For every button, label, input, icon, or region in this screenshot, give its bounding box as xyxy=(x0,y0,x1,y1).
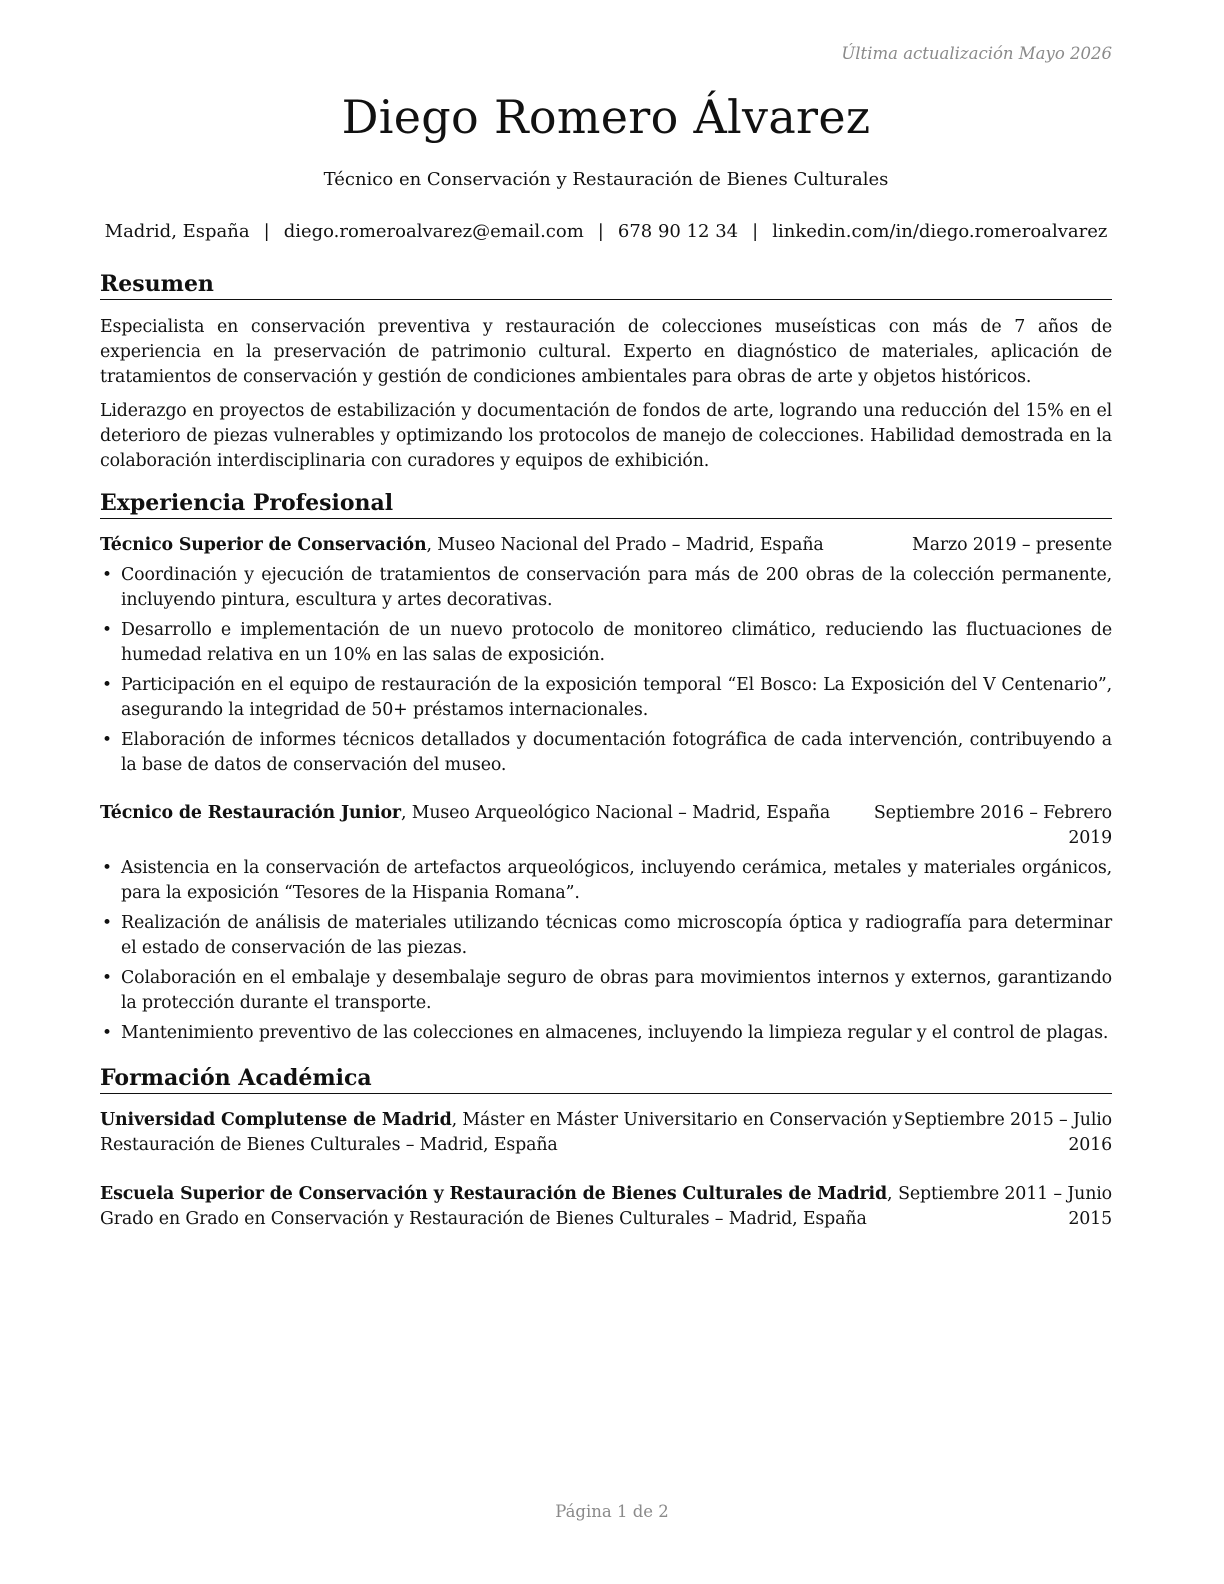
page-number: Página 1 de 2 xyxy=(555,1502,669,1521)
bullet-icon: • xyxy=(102,1023,112,1043)
list-item xyxy=(100,1021,1112,1046)
contact-location: Madrid, España xyxy=(104,221,250,242)
candidate-title: Técnico en Conservación y Restauración de Bienes Culturales xyxy=(323,169,889,190)
job-organization: , Museo Arqueológico Nacional – Madrid, España xyxy=(400,803,831,823)
list-item-text: Colaboración en el embalaje y desembalaje seguro de obras para movimientos internos y externos, garantizando la protección durante el transporte. xyxy=(121,968,1112,1013)
contact-separator: | xyxy=(597,221,604,242)
education-entry xyxy=(100,1182,1112,1232)
job-role: Técnico de Restauración Junior xyxy=(100,803,401,823)
list-item-text: Realización de análisis de materiales utilizando técnicas como microscopía óptica y radiografía para determinar el estado de conservación de las piezas. xyxy=(121,913,1112,958)
job-organization: , Museo Nacional del Prado – Madrid, España xyxy=(426,535,824,555)
candidate-name: Diego Romero Álvarez xyxy=(341,90,871,144)
list-item xyxy=(100,673,1112,723)
education-line: Restauración de Bienes Culturales – Madrid, España xyxy=(100,1135,558,1155)
job-role-org xyxy=(100,801,830,826)
list-item xyxy=(100,856,1112,906)
job-dates-line: Septiembre 2016 – Febrero xyxy=(873,803,1112,823)
education-degree: , Máster en Máster Universitario en Conservación y xyxy=(451,1110,903,1130)
education-school: Universidad Complutense de Madrid xyxy=(100,1110,452,1130)
list-item-text: Participación en el equipo de restauración de la exposición temporal “El Bosco: La Exposición del V Centenario”, asegurando la integridad de 50+ préstamos internacionales. xyxy=(121,675,1112,720)
contact-separator: | xyxy=(263,221,270,242)
bullet-icon: • xyxy=(102,620,112,640)
job-dates: Marzo 2019 – presente xyxy=(912,535,1112,555)
education-dates-line: Septiembre 2011 – Junio xyxy=(898,1184,1112,1204)
summary-paragraph: Liderazgo en proyectos de estabilización y documentación de fondos de arte, logrando una reducción del 15% en el deterioro de piezas vulnerables y optimizando los protocolos de manejo de colecciones. Habilidad demostrada en la colaboración interdisciplinaria con curadores y equipos de exhibición. xyxy=(100,401,1112,471)
list-item xyxy=(100,966,1112,1016)
education-dates-line: 2016 xyxy=(1068,1135,1112,1155)
summary-paragraph: Especialista en conservación preventiva y restauración de colecciones museísticas con más de 7 años de experiencia en la preservación de patrimonio cultural. Experto en diagnóstico de materiales, aplicación de tratamientos de conservación y gestión de condiciones ambientales para obras de arte y objetos históricos. xyxy=(100,317,1112,387)
contact-linkedin[interactable]: linkedin.com/in/diego.romeroalvarez xyxy=(772,221,1108,242)
education-entry xyxy=(100,1108,1112,1158)
list-item-text: Asistencia en la conservación de artefactos arqueológicos, incluyendo cerámica, metales y materiales orgánicos, para la exposición “Tesores de la Hispania Romana”. xyxy=(121,858,1112,903)
last-updated: Última actualización Mayo 2026 xyxy=(841,44,1112,63)
section-title-education: Formación Académica xyxy=(100,1064,1112,1094)
section-title-summary: Resumen xyxy=(100,270,1112,300)
bullet-icon: • xyxy=(102,565,112,585)
job-role-org xyxy=(100,533,824,558)
job-dates-line: 2019 xyxy=(1068,828,1112,848)
list-item xyxy=(100,563,1112,613)
bullet-icon: • xyxy=(102,913,112,933)
contact-line xyxy=(100,220,1112,244)
bullet-icon: • xyxy=(102,730,112,750)
education-line xyxy=(100,1108,976,1133)
list-item-text: Desarrollo e implementación de un nuevo protocolo de monitoreo climático, reduciendo las fluctuaciones de humedad relativa en un 10% en las salas de exposición. xyxy=(121,620,1112,665)
list-item-text: Coordinación y ejecución de tratamientos de conservación para más de 200 obras de la colección permanente, incluyendo pintura, escultura y artes decorativas. xyxy=(121,565,1112,610)
contact-email[interactable]: diego.romeroalvarez@email.com xyxy=(283,221,584,242)
education-dates-line: Septiembre 2015 – Julio xyxy=(903,1110,1112,1130)
education-line xyxy=(100,1182,980,1207)
list-item xyxy=(100,728,1112,778)
bullet-icon: • xyxy=(102,675,112,695)
list-item xyxy=(100,911,1112,961)
bullet-icon: • xyxy=(102,858,112,878)
education-dates-line: 2015 xyxy=(1068,1209,1112,1229)
list-item-text: Mantenimiento preventivo de las colecciones en almacenes, incluyendo la limpieza regular y el control de plagas. xyxy=(121,1023,1109,1043)
job-bullets xyxy=(100,563,1112,783)
job-role: Técnico Superior de Conservación xyxy=(100,535,427,555)
job-dates xyxy=(874,801,1112,851)
education-line: Grado en Grado en Conservación y Restauración de Bienes Culturales – Madrid, España xyxy=(100,1209,867,1229)
job-header xyxy=(100,801,1112,851)
bullet-icon: • xyxy=(102,968,112,988)
list-item-text: Elaboración de informes técnicos detallados y documentación fotográfica de cada intervención, contribuyendo a la base de datos de conservación del museo. xyxy=(121,730,1112,775)
list-item xyxy=(100,618,1112,668)
job-bullets xyxy=(100,856,1112,1051)
education-degree: , xyxy=(886,1184,893,1204)
contact-phone: 678 90 12 34 xyxy=(617,221,739,242)
contact-separator: | xyxy=(752,221,759,242)
section-title-experience: Experiencia Profesional xyxy=(100,489,1112,519)
education-school: Escuela Superior de Conservación y Restauración de Bienes Culturales de Madrid xyxy=(100,1184,887,1204)
